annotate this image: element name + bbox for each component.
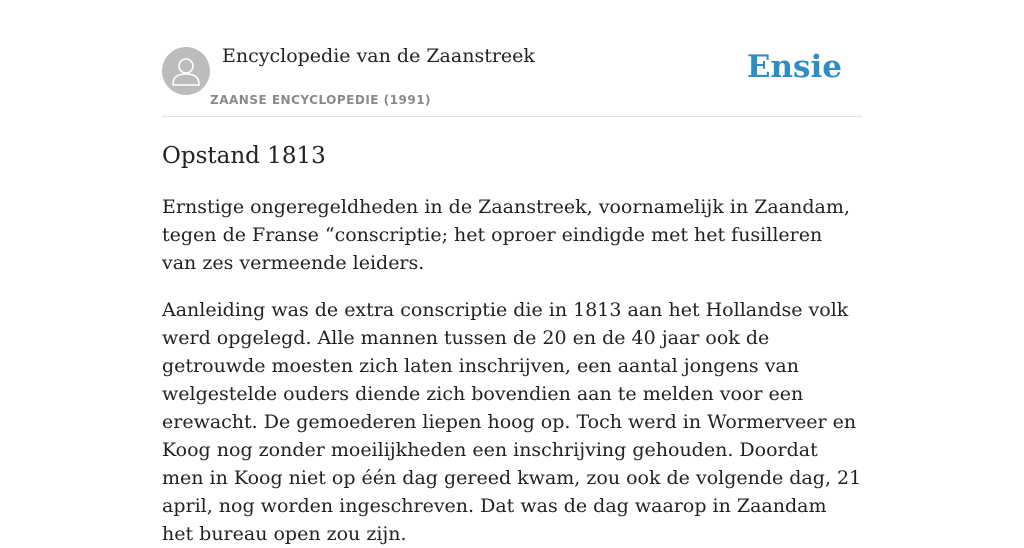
avatar[interactable]: [162, 47, 210, 95]
source-title[interactable]: Encyclopedie van de Zaanstreek: [222, 45, 535, 67]
article-title: Opstand 1813: [162, 143, 326, 169]
article-body: [162, 193, 862, 548]
user-placeholder-icon: [162, 47, 210, 95]
paragraph: Aanleiding was de extra conscriptie die in 1813 aan het Hollandse volk werd opgelegd. Alle mannen tussen de 20 en de 40 jaar ook de getrouwde moesten zich laten inschrijven, een aantal jongens van welgestelde ouders diende zich bovendien aan te melden voor een erewacht. De gemoederen liepen hoog op. Toch werd in Wormerveer en Koog nog zonder moeilijkheden een inschrijving gehouden. Doordat men in Koog niet op één dag gereed kwam, zou ook de volgende dag, 21 april, nog worden ingeschreven. Dat was de dag waarop in Zaandam het bureau open zou zijn.: [162, 299, 862, 545]
article-container: [162, 0, 862, 548]
source-header: [162, 0, 862, 117]
paragraph: Ernstige ongeregeldheden in de Zaanstreek, voornamelijk in Zaandam, tegen de Franse “conscriptie; het oproer eindigde met het fusilleren van zes vermeende leiders.: [162, 196, 850, 274]
source-subtitle[interactable]: ZAANSE ENCYCLOPEDIE (1991): [210, 93, 432, 107]
ensie-logo[interactable]: Ensie: [746, 49, 842, 85]
